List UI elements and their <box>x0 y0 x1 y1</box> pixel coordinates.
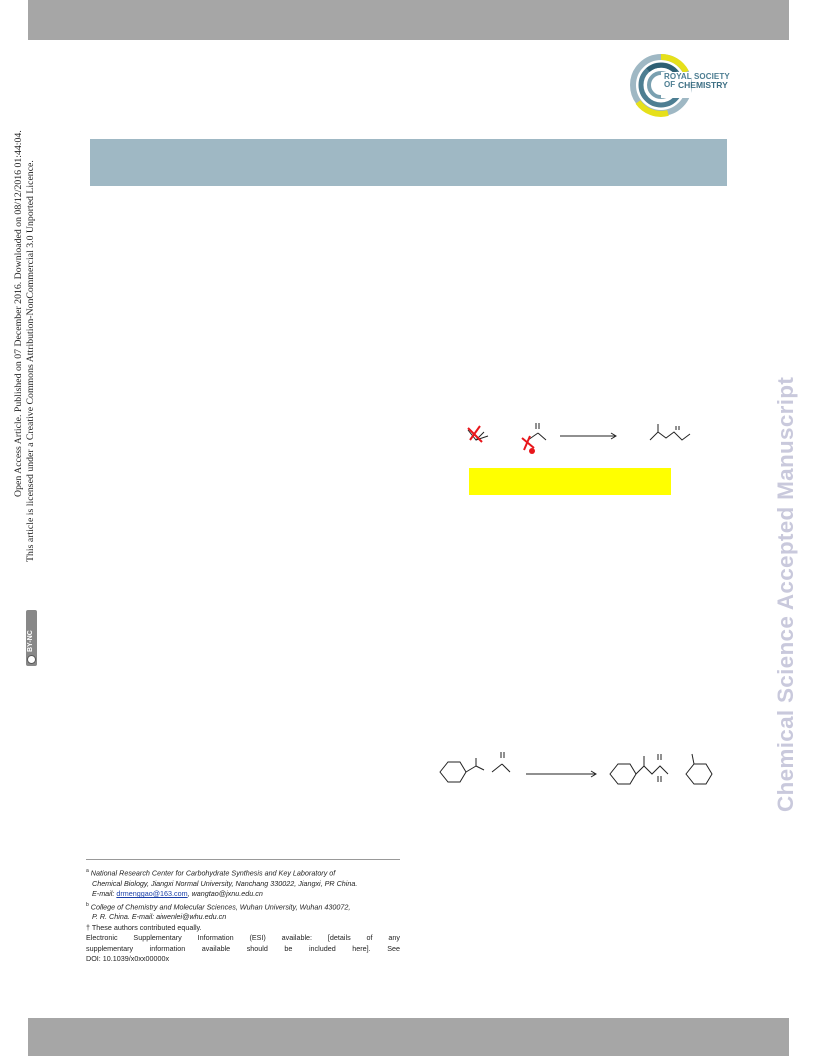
licence-notice[interactable]: This article is licensed under a Creative Commons Attribution-NonCommercial 3.0 Unported Licence. <box>25 160 36 562</box>
creative-commons-icon <box>27 655 36 664</box>
article-title-band <box>90 139 727 186</box>
reaction-scheme-1 <box>458 420 698 460</box>
footnote-equal-contribution: † These authors contributed equally. <box>86 922 202 932</box>
highlighted-condition-box <box>469 468 671 495</box>
publisher-name-line1: ROYAL SOCIETY <box>664 72 730 81</box>
footnote-affiliation-b: $^b$ College of Chemistry and Molecular Sciences, Wuhan University, Wuhan 430072, <box>86 901 351 911</box>
publisher-name-line2-chemistry: CHEMISTRY <box>678 80 728 90</box>
footnotes: $^a$ National Research Center for Carbohydrate Synthesis and Key Laboratory of Chemical Biology, Jiangxi Normal University, Nanchang 330022, Jiangxi, PR China. E-mail: drmenggao@163.com, wangtao@jxnu.edu.cn $^b$ College of Chemistry and Molecular Sciences, Wuhan University, Wuhan 430072, P. R. China. E-mail: aiwenlei@whu.edu.cn † These authors contributed equally. Electronic Supplementary Information (ESI) available: [details of any supplementary information available should be included here]. See DOI: 10.1039/x0xx00000x <box>86 868 400 964</box>
footnote-esi-line2: supplementary information available should be included here]. See <box>86 943 400 953</box>
cc-badge-label: BY-NC <box>27 630 34 652</box>
manuscript-watermark: Chemical Science Accepted Manuscript <box>773 376 798 812</box>
page-header-bar <box>28 0 789 40</box>
page-footer-bar <box>28 1018 789 1056</box>
email-link-drmenggao[interactable]: drmenggao@163.com <box>116 889 188 899</box>
footnote-affiliation-a: $^a$ National Research Center for Carbohydrate Synthesis and Key Laboratory of <box>86 868 336 878</box>
publisher-name-line2-of: OF <box>664 80 676 89</box>
footnote-esi-line1: Electronic Supplementary Information (ESI) available: [details of any <box>86 933 400 943</box>
reaction-scheme-2 <box>430 748 730 796</box>
footnote-divider <box>86 859 400 860</box>
footnote-doi: DOI: 10.1039/x0xx00000x <box>86 954 170 964</box>
open-access-notice: Open Access Article. Published on 07 December 2016. Downloaded on 08/12/2016 01:44:04. <box>13 130 24 497</box>
